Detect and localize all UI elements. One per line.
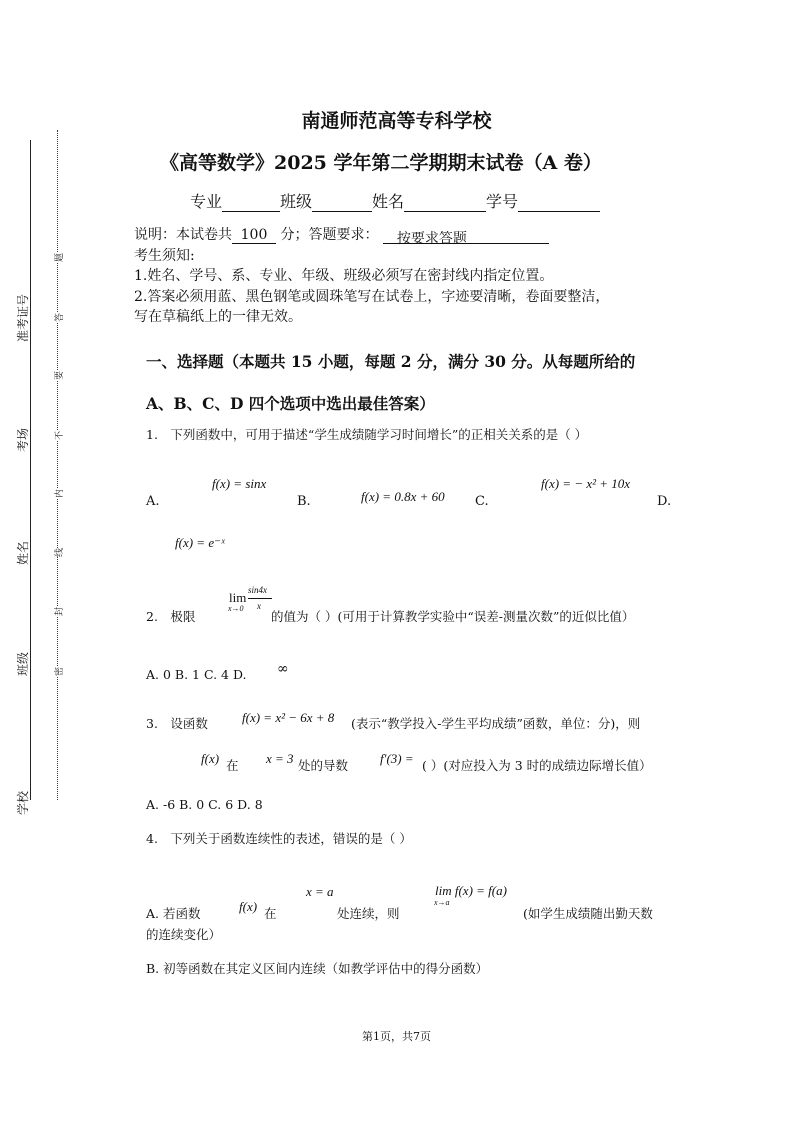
section-heading-cont: A、B、C、D 四个选项中选出最佳答案） [146, 394, 435, 413]
field-class-blank[interactable] [312, 195, 372, 212]
seal-char: 封 [52, 607, 65, 616]
question-1-stem: 1. 下列函数中，可用于描述“学生成绩随学习时间增长”的正相关关系的是（ ） [146, 427, 588, 442]
q4-fx: f(x) [239, 899, 258, 914]
q2-frac-den: x [257, 601, 261, 611]
q1-option-c: f(x) = − x² + 10x [541, 476, 631, 491]
seal-char: 要 [52, 371, 65, 380]
question-2-prefix: 2. 极限 [146, 609, 196, 624]
q4-x-eq-a: x = a [306, 884, 334, 899]
margin-label-student-id: 准考证号 [16, 293, 30, 342]
field-major-label: 专业 [190, 192, 223, 211]
q1-label-b: B. [297, 494, 311, 509]
section-heading: 一、选择题（本题共 15 小题，每题 2 分，满分 30 分。从每题所给的 [146, 352, 636, 371]
q3-deriv-text: 处的导数 [298, 758, 349, 773]
notice-item-1: 1.姓名、学号、系、专业、年级、班级必须写在密封线内指定位置。 [134, 268, 554, 284]
q2-frac-bar [248, 598, 272, 599]
question-4-stem: 4. 下列关于函数连续性的表述，错误的是（ ） [146, 831, 412, 846]
margin-label-exam-room: 考场 [16, 427, 30, 452]
question-3-stem: (表示“教学投入-学生平均成绩”函数，单位：分)，则 [351, 716, 641, 731]
notice-item-2-cont: 写在草稿纸上的一律无效。 [134, 309, 302, 325]
field-class-label: 班级 [280, 192, 313, 211]
q4-at: 在 [264, 906, 277, 921]
q4-limit-sub: x→a [434, 898, 450, 907]
seal-char: 题 [52, 253, 65, 262]
q3-tail: ( ）(对应投入为 3 时的成绩边际增长值） [422, 758, 652, 773]
q2-lim-sub: x→0 [228, 604, 244, 613]
q4-option-a-tail2: 的连续变化） [146, 927, 222, 942]
q1-option-d: f(x) = e⁻ˣ [175, 535, 225, 550]
seal-char: 内 [52, 489, 65, 498]
q4-option-a-tail: (如学生成绩随出勤天数 [523, 906, 653, 921]
q1-label-a: A. [146, 494, 160, 509]
instructions-mid: 分；答题要求： [280, 227, 379, 243]
margin-label-class: 班级 [16, 651, 30, 676]
q2-options: A. 0 B. 1 C. 4 D. [146, 667, 247, 682]
margin-field-line [30, 140, 31, 800]
field-id-blank[interactable] [518, 195, 600, 212]
instructions-prefix: 说明：本试卷共 [134, 227, 232, 243]
q1-label-c: C. [475, 494, 489, 509]
q3-x-eq: x = 3 [266, 751, 294, 766]
q4-option-a-mid: 处连续，则 [337, 906, 400, 921]
field-major-blank[interactable] [222, 195, 280, 212]
notice-item-2: 2.答案必须用蓝、黑色钢笔或圆珠笔写在试卷上，字迹要清晰，卷面要整洁， [134, 289, 610, 305]
q2-infinity: ∞ [277, 661, 289, 677]
q2-frac-num: sin4x [248, 585, 267, 595]
page-number: 第1页，共7页 [362, 1030, 431, 1043]
q1-option-b: f(x) = 0.8x + 60 [361, 489, 445, 504]
q3-fx: f(x) [201, 751, 220, 766]
q4-limit: lim f(x) = f(a) [435, 883, 507, 898]
q2-lim-word: lim [229, 590, 247, 605]
student-fields [190, 189, 600, 212]
margin-label-name: 姓名 [16, 540, 30, 565]
notice-title: 考生须知: [134, 248, 195, 264]
answer-requirement: 按要求答题 [383, 228, 549, 244]
exam-title: 《高等数学》2025 学年第二学期期末试卷（A 卷） [160, 152, 602, 174]
question-2-stem: 的值为（ ）(可用于计算教学实验中“误差-测量次数”的近似比值） [271, 609, 635, 624]
question-3-prefix: 3. 设函数 [146, 716, 208, 731]
q3-function: f(x) = x² − 6x + 8 [242, 710, 335, 725]
seal-char: 线 [52, 548, 65, 557]
field-name-label: 姓名 [372, 192, 405, 211]
seal-char: 密 [52, 667, 65, 676]
seal-line [57, 130, 58, 800]
q4-option-a-prefix: A. 若函数 [146, 906, 201, 921]
seal-char: 不 [52, 431, 65, 440]
seal-char: 答 [52, 313, 65, 322]
field-name-blank[interactable] [404, 195, 486, 212]
q1-option-a: f(x) = sinx [212, 476, 267, 491]
q1-label-d: D. [657, 494, 672, 509]
school-name: 南通师范高等专科学校 [301, 110, 492, 132]
margin-label-school: 学校 [16, 790, 30, 815]
instructions-line [134, 224, 549, 247]
total-score: 100 [232, 227, 276, 244]
q3-derivative: f′(3) = [380, 751, 414, 766]
field-id-label: 学号 [486, 192, 519, 211]
q3-at: 在 [226, 758, 239, 773]
q3-options: A. -6 B. 0 C. 6 D. 8 [146, 797, 263, 812]
q4-option-b: B. 初等函数在其定义区间内连续（如教学评估中的得分函数） [146, 961, 489, 976]
